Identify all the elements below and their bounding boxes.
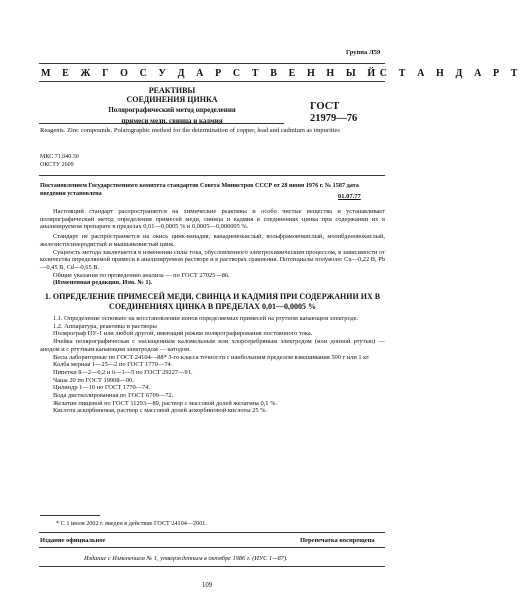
classification-codes [40, 154, 79, 169]
paragraph-scope: Настоящий стандарт распространяется на химические реактивы и особо чистые вещества и устанавливает полярографический метод определения примесей меди, свинца и кадмия в соединениях цинка при содержании их в анализируемом препарате в пределах 0,01—0,0005 % и 0,0005—0,000005 %. [40, 208, 385, 231]
document-title [82, 86, 262, 125]
gost-label: ГОСТ [310, 101, 340, 112]
item-ascorbic-acid: Кислота аскорбиновая, раствор с массовой долей аскорбиновой кислоты 25 %. [53, 407, 268, 415]
title-line-method: Полярографический метод определения [108, 106, 236, 114]
footnote-rule [40, 515, 100, 516]
introduction-date: 01.07.77 [338, 193, 361, 200]
gost-number [310, 101, 357, 124]
section-heading: 1. ОПРЕДЕЛЕНИЕ ПРИМЕСЕЙ МЕДИ, СВИНЦА И КАДМИЯ ПРИ СОДЕРЖАНИИ ИХ В СОЕДИНЕНИЯХ ЦИНКА В ПРЕДЕЛАХ 0,01—0,0005 % [44, 292, 381, 311]
decree-text: Постановлением Государственного комитета стандартов Совета Министров СССР от 28 июня 1976 г. № 1587 дата введения установлена [40, 182, 359, 197]
edition-note: Издание с Изменением № 1, утвержденным в октябре 1986 г. (ИУС 1—87). [84, 555, 288, 562]
page-number: 109 [202, 582, 213, 589]
decree-rule [39, 175, 385, 176]
item-polarograph: Полярограф ПУ-1 или любой другой, имеющий режим полярографирования постоянного тока. [53, 330, 313, 338]
english-title: Reagents. Zinc compounds. Polarographic method for the determination of copper, lead and cadmium as impurities [40, 127, 340, 134]
paragraph-amendment-note: (Измененная редакция, Изм. № 1). [53, 279, 153, 287]
item-flask: Колба мерная 1—25—2 по ГОСТ 1770—74. [53, 361, 173, 369]
gost-code: 21979—76 [310, 112, 358, 124]
edition-rule-top [39, 547, 385, 548]
footer-rule [39, 532, 385, 533]
title-line-impurities: примеси меди, свинца и кадмия [121, 116, 223, 125]
item-cell: Ячейка полярографическая с насыщенным каломельным или хлорсеребряным электродом (или донной ртутью) — анодом и с ртутным капающим электродом — катодом. [40, 338, 385, 353]
item-pipettes: Пипетки 8—2—0,2 и 6—1—5 по ГОСТ 29227—91. [53, 368, 193, 376]
heading-bottom-rule [39, 81, 385, 82]
clause-1-1: 1.1. Определение основано на восстановлении ионов определяемых примесей на ртутном капающем электроде. [53, 315, 359, 323]
edition-rule-bottom [39, 566, 385, 567]
document-body [40, 208, 385, 415]
top-rule [39, 63, 385, 64]
official-edition-label: Издание официальное [40, 537, 106, 544]
item-cylinder: Цилиндр 1—10 по ГОСТ 1770—74. [53, 384, 151, 392]
okstu-code: ОКСТУ 2609 [40, 161, 74, 168]
paragraph-exclusions: Стандарт не распространяется на окись цинк-ванадия, ванадиевокислый, вольфрамовокислый, молибденовокислый, железистосинеродистый и мышьяковистый цинк. [40, 233, 385, 248]
title-line-reagents: РЕАКТИВЫ [148, 86, 196, 95]
item-scales: Весы лабораторные по ГОСТ 24104—88* 3-го класса точности с наибольшим пределом взвешивания 500 г или 1 кг. [53, 353, 370, 361]
item-water: Вода дистиллированная по ГОСТ 6709—72. [53, 392, 174, 400]
mks-code: МКС 71.040.30 [40, 154, 79, 160]
paragraph-general-guidance: Общие указания по проведению анализа — по ГОСТ 27025—86. [53, 271, 230, 279]
interstate-standard-heading [41, 68, 522, 79]
title-line-zinc-compounds: СОЕДИНЕНИЯ ЦИНКА [126, 95, 218, 104]
item-gelatin: Желатин пищевой по ГОСТ 11293—89, раствор с массовой долей желатина 0,1 %. [53, 399, 277, 407]
heading-word-standard: С Т А Н Д А Р Т [379, 68, 522, 79]
clause-1-2: 1.2. Аппаратура, реактивы и растворы [53, 322, 157, 330]
reprint-prohibited-label: Перепечатка воспрещена [300, 537, 375, 544]
title-rule [39, 123, 284, 124]
item-dish: Чаша 20 по ГОСТ 19908—90. [53, 376, 134, 384]
footnote: * С 1 июля 2002 г. введен в действие ГОСТ 24104—2001. [56, 520, 207, 527]
heading-word-interstate: М Е Ж Г О С У Д А Р С Т В Е Н Н Ы Й [41, 68, 380, 79]
paragraph-method-essence: Сущность метода заключается в изменении силы тока, обусловленного электрохимическим процессом, в зависимости от количества определяемой примеси в анализируемом растворе и в растворах сравнения. Потенциалы полуволн: Cu—0,22 В, Pb—0,45 В, Cd—0,65 В. [40, 248, 385, 271]
group-code: Группа Л59 [346, 49, 381, 56]
